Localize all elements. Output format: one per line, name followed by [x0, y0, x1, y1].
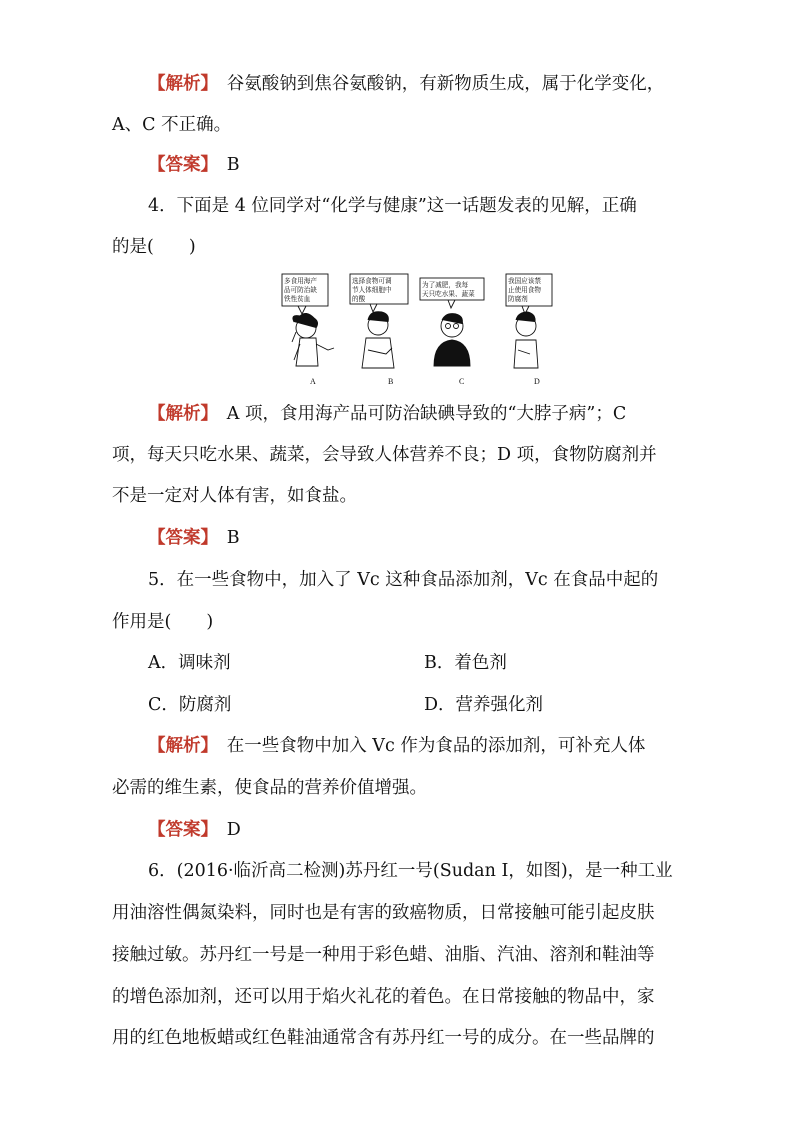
speech-c-line: 天只吃水果、蔬菜	[422, 290, 475, 298]
q4-stem-line-2: 的是( )	[112, 237, 196, 257]
analysis-tag: 【解析】	[148, 736, 210, 756]
figure-label-b: B	[388, 377, 394, 386]
speech-d-line: 止使用食物	[508, 286, 541, 294]
speech-c-line: 为了减肥，我每	[422, 281, 469, 289]
person-d-icon	[514, 312, 538, 368]
speech-a-line: 品可防治缺	[284, 286, 317, 294]
q6-line-1: 6．(2016·临沂高二检测)苏丹红一号(Sudan Ⅰ，如图)，是一种工业	[148, 861, 673, 881]
q5-analysis-line-2: 必需的维生素，使食品的营养价值增强。	[112, 778, 427, 798]
person-a-icon	[292, 313, 334, 366]
speech-d-line: 我国应该禁	[508, 277, 541, 285]
svg-text:多食用海产品可防治缺铁性贫血	[284, 276, 317, 303]
q5-analysis-line-1: 【解析】 在一些食物中加入 Vc 作为食品的添加剂，可补充人体	[148, 736, 646, 756]
q3-answer: 【答案】 B	[148, 155, 240, 175]
q6-line-4: 的增色添加剂，还可以用于焰火礼花的着色。在日常接触的物品中，家	[112, 987, 655, 1007]
q4-cartoon-figure	[270, 270, 560, 392]
answer-tag: 【答案】	[148, 155, 210, 175]
q4-analysis-line-1: 【解析】 A 项，食用海产品可防治缺碘导致的“大脖子病”；C	[148, 404, 627, 424]
speech-d-line: 防腐剂	[508, 295, 528, 303]
answer-tag: 【答案】	[148, 820, 210, 840]
q3-analysis-line-2: A、C 不正确。	[112, 115, 232, 135]
q5-answer: 【答案】 D	[148, 820, 241, 840]
q3-analysis-line-1: 【解析】 谷氨酸钠到焦谷氨酸钠，有新物质生成，属于化学变化，	[148, 74, 665, 94]
speech-a-line: 铁性贫血	[284, 295, 311, 303]
figure-label-a: A	[310, 377, 316, 386]
answer-tag: 【答案】	[148, 528, 210, 548]
analysis-tag: 【解析】	[148, 404, 210, 424]
q4-answer: 【答案】 B	[148, 528, 240, 548]
q5-stem-line-1: 5．在一些食物中，加入了 Vc 这种食品添加剂，Vc 在食品中起的	[148, 570, 659, 590]
q5-option-b: B．着色剂	[424, 653, 507, 673]
speech-a-line: 多食用海产	[284, 277, 317, 285]
figure-label-c: C	[459, 377, 465, 386]
q5-option-a: A．调味剂	[148, 653, 231, 673]
analysis-tag: 【解析】	[148, 74, 210, 94]
q6-line-3: 接触过敏。苏丹红一号是一种用于彩色蜡、油脂、汽油、溶剂和鞋油等	[112, 945, 655, 965]
q5-option-d: D．营养强化剂	[424, 695, 544, 715]
svg-text:我国应该禁止使用食物防腐剂	[508, 276, 541, 303]
svg-text:选择食物可调节人体细胞中的酸	[352, 276, 392, 303]
q6-line-5: 用的红色地板蜡或红色鞋油通常含有苏丹红一号的成分。在一些品牌的	[112, 1028, 655, 1048]
q4-analysis-line-2: 项，每天只吃水果、蔬菜，会导致人体营养不良；D 项，食物防腐剂并	[112, 445, 657, 465]
figure-label-d: D	[534, 377, 540, 386]
speech-b-line: 的酸	[352, 295, 366, 303]
speech-b-line: 选择食物可调	[352, 277, 392, 285]
person-c-icon	[434, 314, 470, 366]
speech-b-line: 节人体细胞中	[352, 286, 392, 294]
q5-option-c: C．防腐剂	[148, 695, 232, 715]
q5-stem-line-2: 作用是( )	[112, 612, 214, 632]
person-b-icon	[362, 312, 394, 368]
svg-text:为了减肥，我每天只吃水果、蔬菜	[422, 280, 475, 298]
q6-line-2: 用油溶性偶氮染料，同时也是有害的致癌物质，日常接触可能引起皮肤	[112, 903, 655, 923]
q4-stem-line-1: 4．下面是 4 位同学对“化学与健康”这一话题发表的见解，正确	[148, 196, 637, 216]
q4-analysis-line-3: 不是一定对人体有害，如食盐。	[112, 486, 357, 506]
